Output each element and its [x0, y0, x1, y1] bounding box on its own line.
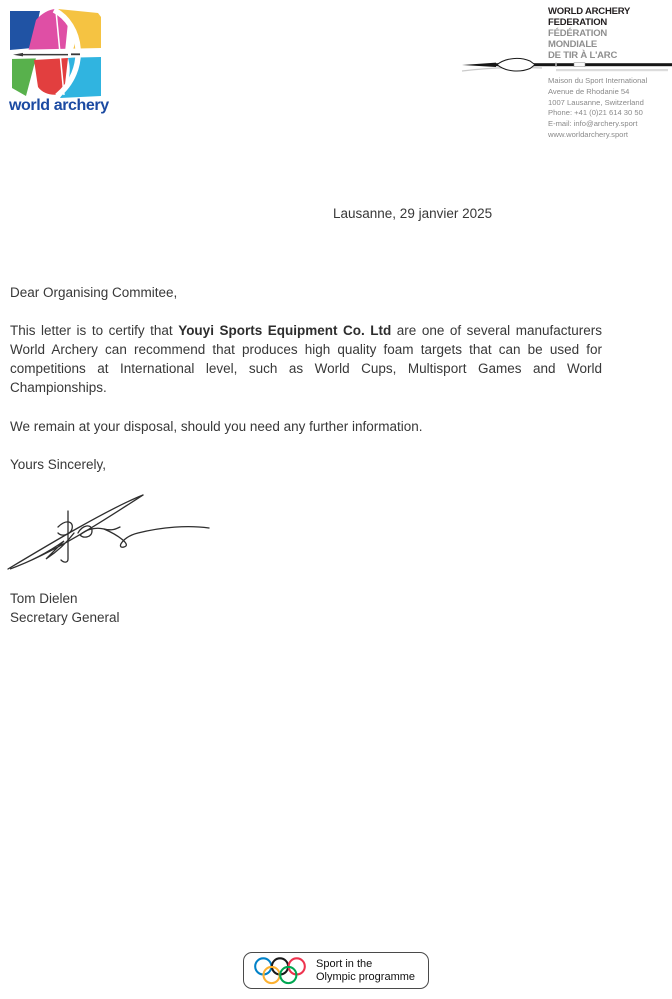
arrow-graphic-icon	[460, 55, 672, 77]
dateline: Lausanne, 29 janvier 2025	[333, 206, 493, 221]
body-paragraph-end: are one of several manufacturers World Archery can recommend that produces high quality foam targets that can be used for competitions at International level, such as World Cups, Multisport Games and World Championships.	[10, 323, 602, 395]
website-line: www.worldarchery.sport	[548, 129, 629, 139]
olympic-rings-icon	[253, 956, 307, 986]
body-paragraph-start: This letter is to certify that	[10, 323, 179, 338]
salutation: Dear Organising Commitee,	[10, 285, 178, 300]
badge-text-line1: Sport in the	[316, 957, 373, 970]
badge-text	[316, 958, 415, 984]
badge-text-line2: Olympic programme	[316, 970, 416, 983]
closing-paragraph: We remain at your disposal, should you need any further information.	[10, 419, 423, 434]
org-name-en-line2: FEDERATION	[548, 17, 608, 28]
email-line: E-mail: info@archery.sport	[548, 119, 638, 129]
address-block	[548, 76, 672, 141]
body-paragraph	[10, 321, 602, 397]
world-archery-logo-icon	[10, 8, 101, 98]
address-line: Avenue de Rhodanie 54	[548, 86, 630, 96]
org-name-block	[548, 6, 668, 61]
signer-name: Tom Dielen	[10, 591, 78, 606]
valediction: Yours Sincerely,	[10, 457, 107, 472]
org-name-fr-line2: MONDIALE	[548, 39, 598, 50]
olympic-programme-badge	[243, 952, 429, 989]
address-line: Maison du Sport International	[548, 76, 648, 85]
address-line: 1007 Lausanne, Switzerland	[548, 97, 644, 107]
company-name: Youyi Sports Equipment Co. Ltd	[178, 323, 392, 338]
signature-image	[2, 483, 217, 575]
org-name-fr-line3: DE TIR À L'ARC	[548, 50, 618, 61]
org-name-en-line1: WORLD ARCHERY	[548, 6, 631, 17]
org-name-fr-line1: FÉDÉRATION	[548, 28, 608, 39]
signer-title: Secretary General	[10, 610, 120, 625]
phone-line: Phone: +41 (0)21 614 30 50	[548, 108, 643, 118]
world-archery-wordmark: world archery	[9, 97, 109, 114]
